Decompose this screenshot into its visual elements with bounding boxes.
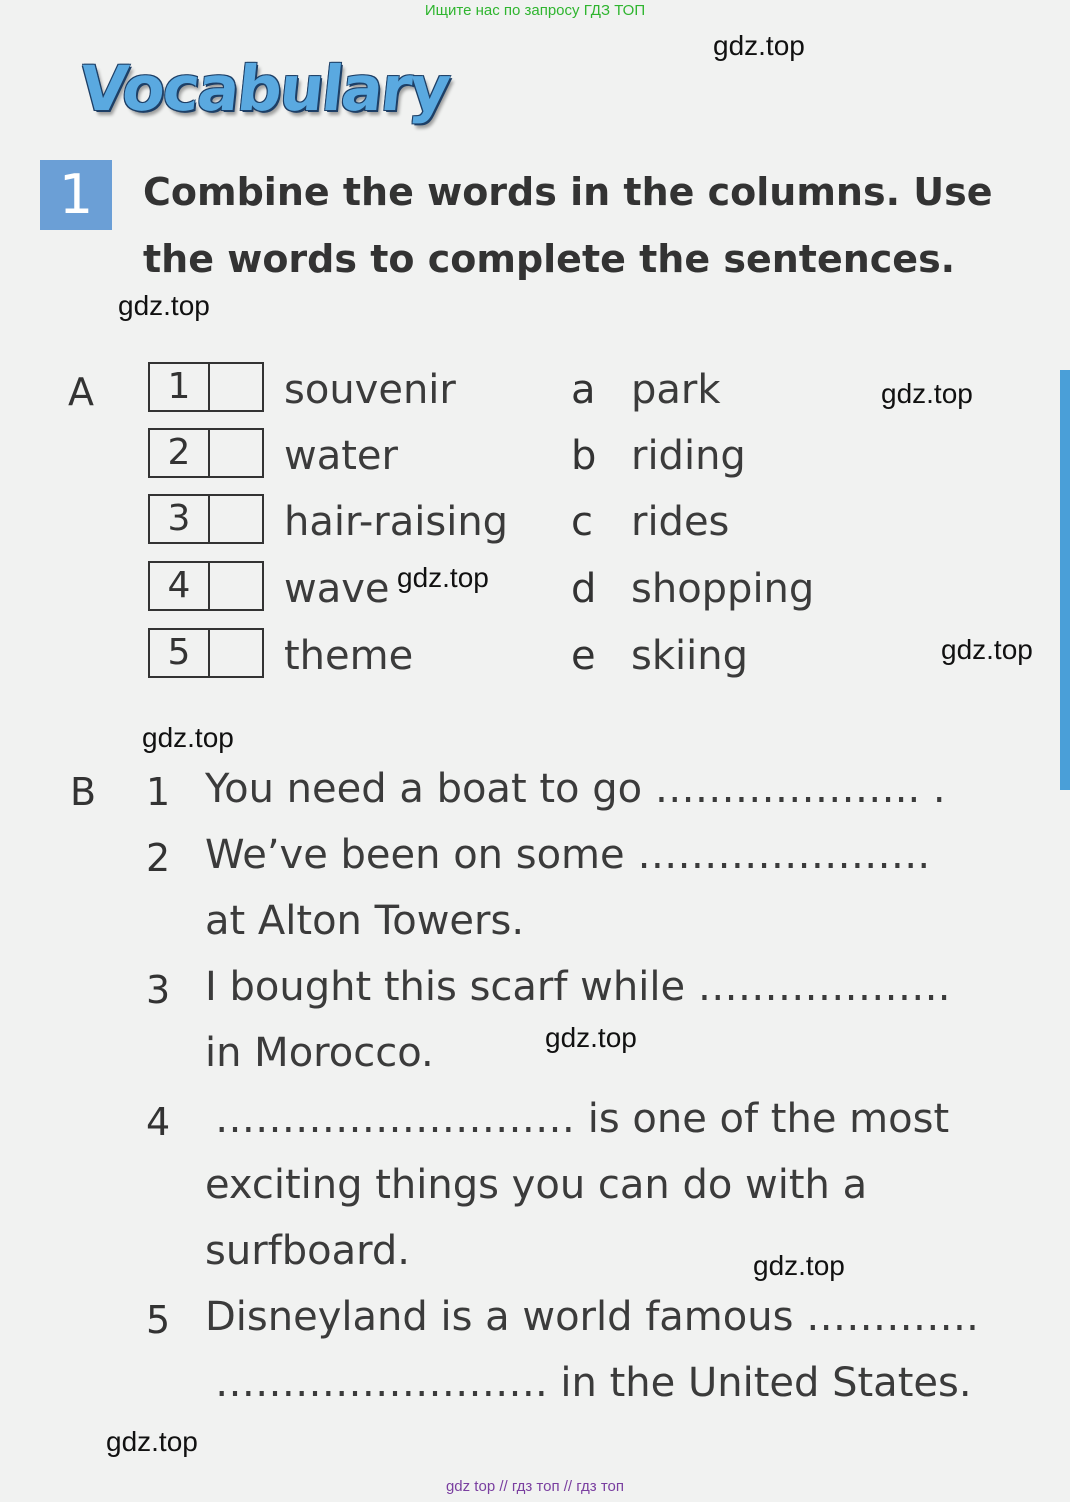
watermark: gdz.top	[118, 290, 210, 321]
sentence-number: 1	[146, 770, 171, 814]
sentence-line: exciting things you can do with a	[205, 1162, 868, 1208]
instruction-line-1: Combine the words in the columns. Use	[143, 170, 993, 214]
exercise-number: 1	[40, 160, 112, 230]
watermark: gdz.top	[545, 1022, 637, 1053]
watermark: gdz.top	[753, 1250, 845, 1281]
sentence-number: 4	[146, 1100, 171, 1144]
right-word: shopping	[631, 566, 815, 612]
sentence-line: Disneyland is a world famous ………….	[205, 1294, 979, 1340]
right-letter: d	[571, 566, 597, 612]
sentence-number: 3	[146, 968, 171, 1012]
left-word: wave	[284, 566, 390, 612]
watermark: gdz.top	[106, 1426, 198, 1457]
bottom-banner: gdz top // гдз топ // гдз топ	[445, 1478, 625, 1495]
section-heading: Vocabulary	[76, 52, 453, 125]
box-number: 1	[150, 364, 210, 410]
box-number: 4	[150, 563, 210, 609]
sentence-line: ……………………… is one of the most	[215, 1096, 950, 1142]
top-banner: Ищите нас по запросу ГДЗ ТОП	[424, 2, 646, 19]
left-word: souvenir	[284, 367, 456, 413]
left-word: theme	[284, 633, 414, 679]
sentence-line: We’ve been on some ………………….	[205, 832, 931, 878]
left-word: hair-raising	[284, 499, 509, 545]
watermark: gdz.top	[713, 30, 805, 61]
sentence-line: You need a boat to go ……………….. .	[205, 766, 946, 812]
instruction-line-2: the words to complete the sentences.	[143, 237, 956, 281]
sentence-line: ……………………. in the United States.	[215, 1360, 972, 1406]
right-letter: c	[571, 499, 593, 545]
sentence-line: I bought this scarf while ……………….	[205, 964, 951, 1010]
right-word: park	[631, 367, 721, 413]
answer-box[interactable]	[148, 494, 264, 544]
watermark: gdz.top	[142, 722, 234, 753]
sentence-number: 5	[146, 1298, 171, 1342]
page-edge-strip	[1060, 370, 1070, 790]
watermark: gdz.top	[941, 634, 1033, 665]
right-word: skiing	[631, 633, 748, 679]
watermark: gdz.top	[397, 562, 489, 593]
sentence-line: at Alton Towers.	[205, 898, 525, 944]
section-a-label: A	[68, 370, 94, 414]
right-word: rides	[631, 499, 730, 545]
answer-box[interactable]	[148, 428, 264, 478]
section-b-label: B	[70, 770, 97, 814]
right-letter: e	[571, 633, 596, 679]
answer-box[interactable]	[148, 561, 264, 611]
sentence-line: in Morocco.	[205, 1030, 434, 1076]
sentence-number: 2	[146, 836, 171, 880]
box-number: 3	[150, 496, 210, 542]
answer-box[interactable]	[148, 628, 264, 678]
box-number: 5	[150, 630, 210, 676]
watermark: gdz.top	[881, 378, 973, 409]
left-word: water	[284, 433, 398, 479]
sentence-line: surfboard.	[205, 1228, 410, 1274]
right-word: riding	[631, 433, 746, 479]
answer-box[interactable]	[148, 362, 264, 412]
box-number: 2	[150, 430, 210, 476]
right-letter: a	[571, 367, 596, 413]
right-letter: b	[571, 433, 597, 479]
